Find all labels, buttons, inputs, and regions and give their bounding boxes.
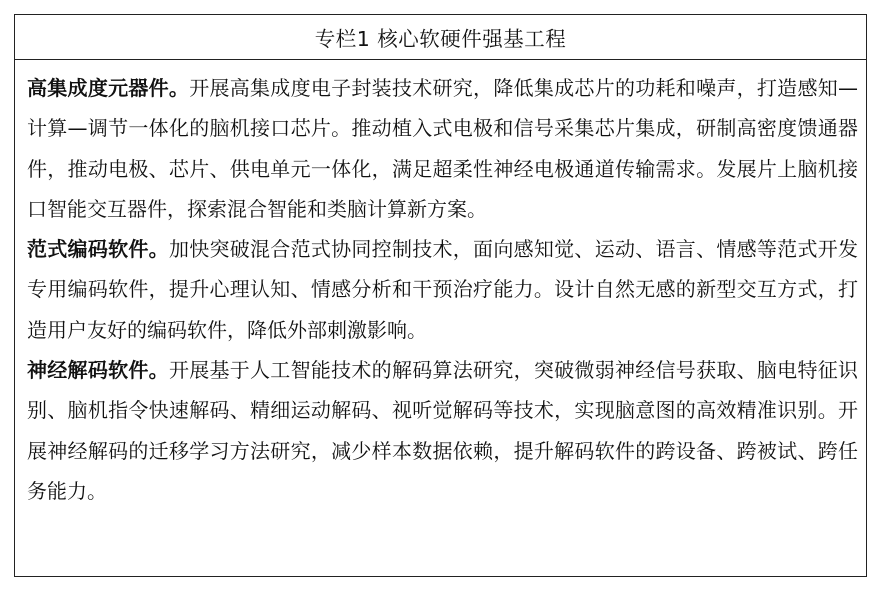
section-paradigm-encoding-software: [27, 229, 858, 350]
section-heading: 神经解码软件。: [27, 358, 169, 383]
section-high-integration-components: [27, 68, 858, 229]
section-text: 开展基于人工智能技术的解码算法研究，突破微弱神经信号获取、脑电特征识别、脑机指令快速解码、精细运动解码、视听觉解码等技术，实现脑意图的高效精准识别。开展神经解码的迁移学习方法研究，减少样本数据依赖，提升解码软件的跨设备、跨被试、跨任务能力。: [27, 358, 859, 503]
feature-box: [14, 14, 867, 577]
section-heading: 高集成度元器件。: [27, 76, 190, 100]
section-heading: 范式编码软件。: [27, 237, 169, 262]
section-text: 开展高集成度电子封装技术研究，降低集成芯片的功耗和噪声，打造感知—计算—调节一体化的脑机接口芯片。推动植入式电极和信号采集芯片集成，研制高密度馈通器件，推动电极、芯片、供电单元一体化，满足超柔性神经电极通道传输需求。发展片上脑机接口智能交互器件，探索混合智能和类脑计算新方案。: [27, 76, 859, 221]
section-text: 加快突破混合范式协同控制技术，面向感知觉、运动、语言、情感等范式开发专用编码软件，提升心理认知、情感分析和干预治疗能力。设计自然无感的新型交互方式，打造用户友好的编码软件，降低外部刺激影响。: [27, 237, 859, 342]
box-body: [15, 60, 866, 511]
section-neural-decoding-software: [27, 350, 858, 511]
box-title: 专栏1 核心软硬件强基工程: [15, 15, 866, 60]
